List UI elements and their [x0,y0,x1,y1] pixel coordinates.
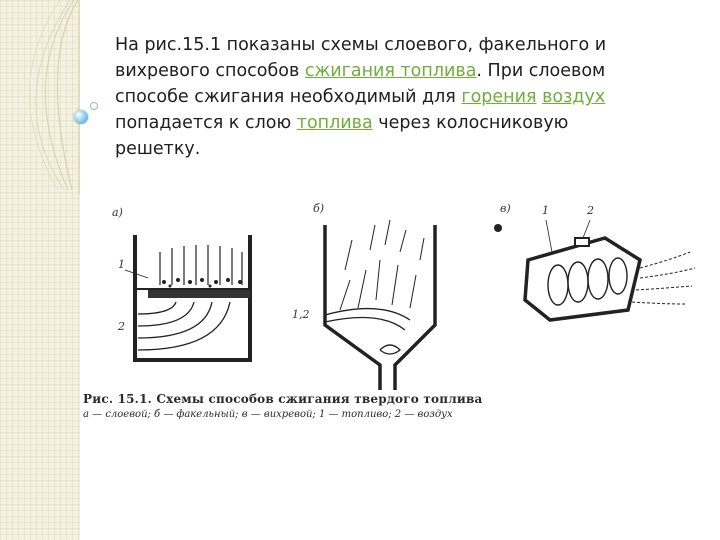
label-v-2: 2 [587,204,594,217]
caption-subtitle: а — слоевой; б — факельный; в — вихревой; 1 — топливо; 2 — воздух [83,409,453,420]
slide-text [115,32,675,162]
scheme-layered [125,235,250,360]
scheme-flare [325,220,435,390]
bullet-ring-icon [90,102,98,110]
text-line-2: вихревого способов сжигания топлива. При слоевом [115,61,606,81]
text-line-5: решетку. [115,139,201,159]
link-vozduh[interactable]: воздух [542,87,606,107]
bullet-dot-icon [74,110,88,124]
link-goreniya[interactable]: горения [461,87,537,107]
label-a-1: 1 [118,258,125,271]
label-a: а) [112,206,123,219]
label-v: в) [500,202,511,215]
link-szhiganiya-topliva[interactable]: сжигания топлива [304,61,477,81]
label-b: б) [313,202,325,215]
text-line-4: попадается к слою топлива через колосниковую [115,113,569,133]
label-b-12: 1,2 [292,308,310,321]
text-line-1: На рис.15.1 показаны схемы слоевого, факельного и [115,35,607,55]
figure-caption [83,392,623,420]
decorative-curves [0,0,80,195]
link-topliva[interactable]: топлива [296,113,373,133]
text-line-3: способе сжигания необходимый для горения воздух [115,87,606,107]
label-v-1: 1 [542,204,549,217]
caption-title: Рис. 15.1. Схемы способов сжигания твердого топлива [83,392,483,406]
label-a-2: 2 [118,320,125,333]
scheme-vortex [494,220,695,320]
